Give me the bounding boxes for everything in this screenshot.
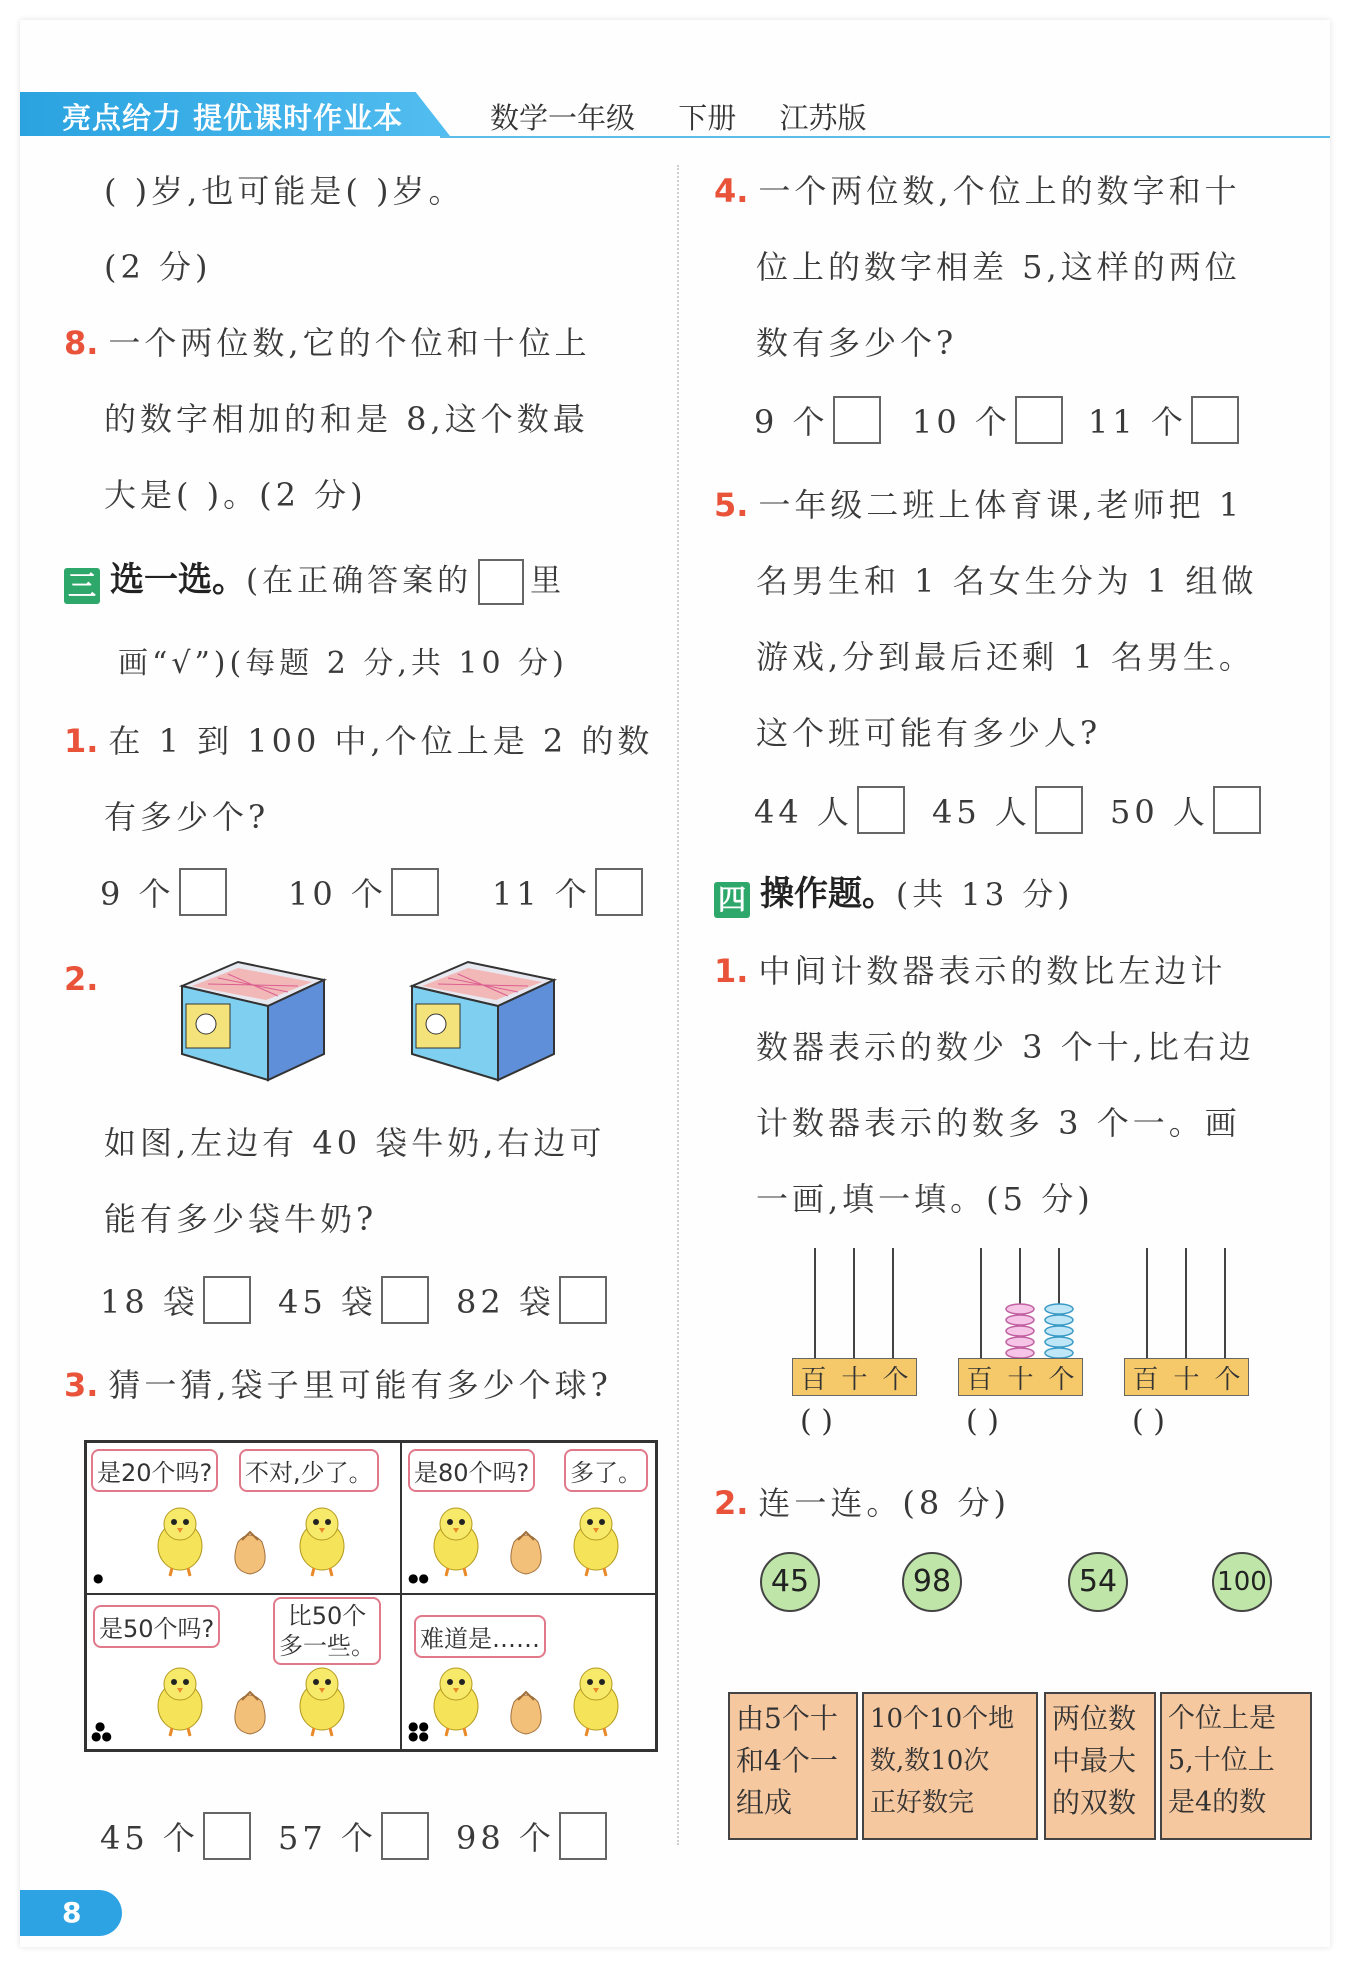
option-label: 45 袋 <box>278 1283 377 1321</box>
speech-bubble: 多了。 <box>564 1449 648 1492</box>
q7-continued-line: ( )岁,也可能是( )岁。 <box>104 172 465 210</box>
answer-checkbox[interactable] <box>1035 786 1083 834</box>
section-4-title: 操作题。 <box>760 874 896 914</box>
choice-1-text-2: 有多少个? <box>104 798 270 836</box>
choice-5-text-1: 一年级二班上体育课,老师把 1 <box>758 486 1244 524</box>
answer-checkbox[interactable] <box>381 1812 429 1860</box>
rod-hundreds <box>1146 1248 1148 1358</box>
choice-2-text-1: 如图,左边有 40 袋牛奶,右边可 <box>104 1124 606 1162</box>
option-label: 57 个 <box>278 1819 377 1857</box>
choice-5 <box>714 480 1243 526</box>
speech-bubble: 难道是…… <box>414 1615 546 1658</box>
header-rule <box>440 136 1330 138</box>
chick-figure <box>158 1508 202 1576</box>
rod-tens <box>853 1248 855 1358</box>
panel-marker-1: ● <box>93 1571 104 1585</box>
choice-2-option-a[interactable] <box>100 1276 251 1324</box>
place-label: 个 <box>882 1364 909 1395</box>
answer-checkbox[interactable] <box>381 1276 429 1324</box>
section-3-note: (在正确答案的 <box>246 563 473 599</box>
choice-1-option-a[interactable] <box>100 868 227 916</box>
choice-4-text-2: 位上的数字相差 5,这样的两位 <box>756 248 1241 286</box>
choice-2-option-c[interactable] <box>456 1276 607 1324</box>
ball-bag <box>235 1692 265 1734</box>
operation-1 <box>714 946 1226 992</box>
abacus-right-answer[interactable]: ( ) <box>1132 1404 1165 1439</box>
option-label: 18 袋 <box>100 1283 199 1321</box>
abacus-base <box>792 1358 917 1396</box>
section-3-note-end: 里 <box>530 563 566 599</box>
choice-4-option-a[interactable] <box>754 396 881 444</box>
abacus-middle-answer[interactable]: ( ) <box>966 1404 999 1439</box>
chick-figure <box>434 1668 478 1736</box>
choice-4-text-3: 数有多少个? <box>756 324 958 362</box>
choice-3-option-a[interactable] <box>100 1812 251 1860</box>
place-label: 百 <box>1132 1364 1159 1395</box>
answer-checkbox[interactable] <box>1191 396 1239 444</box>
option-label: 44 人 <box>754 793 853 831</box>
answer-checkbox[interactable] <box>595 868 643 916</box>
rod-ones <box>892 1248 894 1358</box>
section-4-heading <box>714 866 1073 918</box>
chick-figure <box>300 1668 344 1736</box>
section-3-heading <box>64 552 565 605</box>
choice-2-text-2: 能有多少袋牛奶? <box>104 1200 378 1238</box>
chick-figure <box>574 1668 618 1736</box>
chick-figure <box>574 1508 618 1576</box>
place-label: 个 <box>1214 1364 1241 1395</box>
place-label: 百 <box>800 1364 827 1395</box>
choice-1-text-1: 在 1 到 100 中,个位上是 2 的数 <box>108 722 654 760</box>
chick-figure <box>158 1668 202 1736</box>
ball-bag <box>511 1532 541 1574</box>
option-label: 9 个 <box>100 875 175 913</box>
place-label: 个 <box>1048 1364 1075 1395</box>
option-label: 45 人 <box>932 793 1031 831</box>
choice-3-number: 3. <box>64 1366 99 1404</box>
operation-2-number: 2. <box>714 1484 749 1522</box>
rod-tens <box>1185 1248 1187 1358</box>
rod-hundreds <box>814 1248 816 1358</box>
milk-box-right-image <box>408 958 560 1084</box>
speech-bubble: 是20个吗? <box>91 1449 218 1492</box>
speech-bubble: 不对,少了。 <box>239 1449 379 1492</box>
abacus-right[interactable] <box>1124 1248 1249 1408</box>
number-circle-98[interactable]: 98 <box>902 1552 962 1612</box>
choice-4-option-b[interactable] <box>912 396 1063 444</box>
choice-4-text-1: 一个两位数,个位上的数字和十 <box>758 172 1241 210</box>
choice-2-number-wrap <box>64 960 108 998</box>
choice-1-option-b[interactable] <box>288 868 439 916</box>
place-label: 十 <box>1173 1364 1200 1395</box>
bubble-line: 多一些。 <box>279 1632 375 1660</box>
choice-3-option-b[interactable] <box>278 1812 429 1860</box>
option-label: 9 个 <box>754 403 829 441</box>
option-label: 10 个 <box>912 403 1011 441</box>
match-card-2[interactable]: 10个10个地 数,数10次 正好数完 <box>862 1692 1038 1840</box>
choice-3-option-c[interactable] <box>456 1812 607 1860</box>
choice-5-text-2: 名男生和 1 名女生分为 1 组做 <box>756 562 1258 600</box>
place-label: 十 <box>1007 1364 1034 1395</box>
answer-checkbox[interactable] <box>203 1276 251 1324</box>
abacus-beads <box>958 1302 1083 1358</box>
ball-bag <box>235 1532 265 1574</box>
q7-score: (2 分) <box>104 248 212 286</box>
choice-1-number: 1. <box>64 722 99 760</box>
option-label: 45 个 <box>100 1819 199 1857</box>
choice-5-text-4: 这个班可能有多少人? <box>756 714 1102 752</box>
choice-3-text: 猜一猜,袋子里可能有多少个球? <box>108 1366 612 1404</box>
operation-1-text-1: 中间计数器表示的数比左边计 <box>758 952 1227 990</box>
ball-bag <box>511 1692 541 1734</box>
operation-1-number: 1. <box>714 952 749 990</box>
abacus-base <box>958 1358 1083 1396</box>
option-label: 82 袋 <box>456 1283 555 1321</box>
place-label: 十 <box>841 1364 868 1395</box>
answer-checkbox[interactable] <box>179 868 227 916</box>
question-8-number: 8. <box>64 324 99 362</box>
choice-3 <box>64 1360 612 1406</box>
choice-4 <box>714 166 1241 212</box>
abacus-left-answer[interactable]: ( ) <box>800 1404 833 1439</box>
bubble-line: 比50个 <box>287 1602 367 1630</box>
section-3-title: 选一选。 <box>110 560 246 600</box>
question-8-text-2: 的数字相加的和是 8,这个数最 <box>104 400 589 438</box>
answer-checkbox[interactable] <box>857 786 905 834</box>
answer-checkbox[interactable] <box>559 1812 607 1860</box>
header-edition: 江苏版 <box>779 101 867 135</box>
abacus-middle <box>958 1248 1083 1408</box>
number-circle-45[interactable]: 45 <box>760 1552 820 1612</box>
question-8-text-1: 一个两位数,它的个位和十位上 <box>108 324 591 362</box>
section-4-icon: 四 <box>714 882 750 918</box>
operation-1-text-2: 数器表示的数少 3 个十,比右边 <box>756 1028 1255 1066</box>
choice-4-option-c[interactable] <box>1088 396 1239 444</box>
speech-bubble: 是80个吗? <box>408 1449 535 1492</box>
choice-5-option-a[interactable] <box>754 786 905 834</box>
speech-bubble: 是50个吗? <box>93 1605 220 1648</box>
choice-5-number: 5. <box>714 486 749 524</box>
chick-figure <box>434 1508 478 1576</box>
choice-1 <box>64 716 653 762</box>
panel-marker-4: ●● ●● <box>408 1719 429 1743</box>
place-label: 百 <box>966 1364 993 1395</box>
match-card-3[interactable]: 两位数 中最大 的双数 <box>1044 1692 1156 1840</box>
choice-5-option-b[interactable] <box>932 786 1083 834</box>
operation-1-text-4: 一画,填一填。(5 分) <box>756 1180 1094 1218</box>
panel-marker-2: ●● <box>408 1571 429 1585</box>
choice-1-option-c[interactable] <box>492 868 643 916</box>
choice-5-text-3: 游戏,分到最后还剩 1 名男生。 <box>756 638 1255 676</box>
option-label: 98 个 <box>456 1819 555 1857</box>
operation-2 <box>714 1478 1010 1524</box>
operation-2-text: 连一连。(8 分) <box>758 1484 1010 1522</box>
section-3-icon: 三 <box>64 568 100 604</box>
header-subtitle <box>490 96 900 137</box>
section-4-note: (共 13 分) <box>896 877 1074 913</box>
chick-figure <box>300 1508 344 1576</box>
answer-box-sample <box>478 559 524 605</box>
match-card-1[interactable]: 由5个十 和4个一 组成 <box>728 1692 858 1840</box>
answer-checkbox[interactable] <box>559 1276 607 1324</box>
abacus-left[interactable] <box>792 1248 917 1408</box>
choice-2-option-b[interactable] <box>278 1276 429 1324</box>
page-number: 8 <box>20 1890 122 1936</box>
choice-5-option-c[interactable] <box>1110 786 1261 834</box>
option-label: 10 个 <box>288 875 387 913</box>
option-label: 11 个 <box>1088 403 1187 441</box>
choice-4-number: 4. <box>714 172 749 210</box>
match-card-4[interactable]: 个位上是 5,十位上 是4的数 <box>1160 1692 1312 1840</box>
question-8-text-3: 大是( )。(2 分) <box>104 476 367 514</box>
comic-illustrations <box>84 1440 654 1748</box>
abacus-base <box>1124 1358 1249 1396</box>
milk-box-left-image <box>178 958 330 1084</box>
answer-checkbox[interactable] <box>391 868 439 916</box>
operation-1-text-3: 计数器表示的数多 3 个一。画 <box>756 1104 1241 1142</box>
answer-checkbox[interactable] <box>203 1812 251 1860</box>
answer-checkbox[interactable] <box>833 396 881 444</box>
header-subject: 数学一年级 <box>490 101 636 135</box>
number-circle-54[interactable]: 54 <box>1068 1552 1128 1612</box>
rod-ones <box>1224 1248 1226 1358</box>
panel-marker-3: ● ●● <box>91 1719 112 1743</box>
header-volume: 下册 <box>678 101 737 135</box>
section-3-instruction: 画“√”)(每题 2 分,共 10 分) <box>118 646 568 681</box>
column-divider <box>677 165 679 1845</box>
option-label: 11 个 <box>492 875 591 913</box>
number-circle-100[interactable]: 100 <box>1212 1552 1272 1612</box>
question-8 <box>64 318 591 364</box>
answer-checkbox[interactable] <box>1213 786 1261 834</box>
choice-2-number: 2. <box>64 960 99 998</box>
option-label: 50 人 <box>1110 793 1209 831</box>
answer-checkbox[interactable] <box>1015 396 1063 444</box>
header-brand: 亮点给力 提优课时作业本 <box>62 101 404 135</box>
